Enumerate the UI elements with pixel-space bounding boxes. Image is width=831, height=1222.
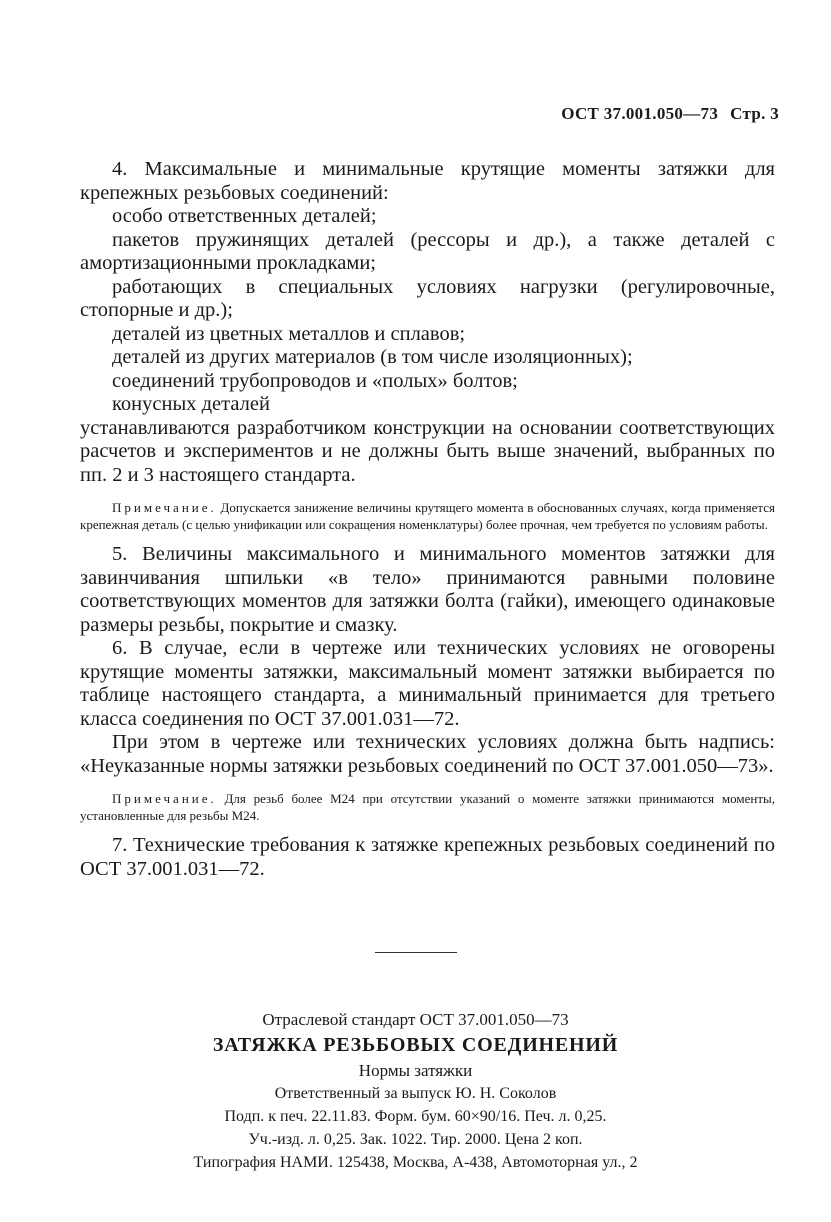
standard-code: ОСТ 37.001.050—73	[561, 104, 719, 123]
imprint-edition-info: Уч.-изд. л. 0,25. Зак. 1022. Тир. 2000. Цена 2 коп.	[248, 1131, 583, 1148]
list-item: особо ответственных деталей;	[112, 205, 377, 227]
list-item: деталей из других материалов (в том числе изоляционных);	[112, 346, 633, 368]
document-body	[80, 158, 775, 881]
list-item: работающих в специальных условиях нагрузки (регулировочные, стопорные и др.);	[80, 275, 775, 321]
imprint-title: ЗАТЯЖКА РЕЗЬБОВЫХ СОЕДИНЕНИЙ	[212, 1034, 619, 1056]
imprint-printer: Типография НАМИ. 125438, Москва, А-438, Автомоторная ул., 2	[193, 1154, 638, 1171]
imprint-subtitle: Нормы затяжки	[358, 1061, 473, 1080]
imprint-standard: Отраслевой стандарт ОСТ 37.001.050—73	[262, 1010, 569, 1029]
note-label: Примечание.	[112, 791, 217, 806]
list-item: соединений трубопроводов и «полых» болтов;	[112, 369, 518, 392]
page-number: Стр. 3	[730, 104, 779, 123]
paragraph-5: 5. Величины максимального и минимального моментов затяжки для завинчивания шпильки «в тело» принимаются равными половине соответствующих моментов для затяжки болта (гайки), имеющего одинаковые размеры резьбы, покрытие и смазку.	[80, 543, 775, 636]
list-item: конусных деталей	[112, 393, 270, 415]
page-header	[561, 104, 779, 124]
note-1	[80, 499, 775, 533]
imprint-responsible: Ответственный за выпуск Ю. Н. Соколов	[274, 1085, 557, 1102]
section-divider	[375, 952, 457, 953]
note-text: Для резьб более М24 при отсутствии указаний о моменте затяжки принимаются моменты, установленные для резьбы М24.	[80, 791, 776, 823]
paragraph-4-intro: 4. Максимальные и минимальные крутящие моменты затяжки для крепежных резьбовых соединений:	[80, 158, 775, 204]
note-2	[80, 790, 775, 824]
imprint-print-info: Подп. к печ. 22.11.83. Форм. бум. 60×90/16. Печ. л. 0,25.	[224, 1108, 607, 1125]
paragraph-6-continued: При этом в чертеже или технических условиях должна быть надпись: «Неуказанные нормы затяжки резьбовых соединений по ОСТ 37.001.050—73».	[80, 731, 775, 777]
list-item: деталей из цветных металлов и сплавов;	[112, 322, 466, 345]
note-text: Допускается занижение величины крутящего момента в обоснованных случаях, когда применяется крепежная деталь (с целью унификации или сокращения номенклатуры) более прочная, чем требуется по условиям работы.	[80, 500, 775, 532]
paragraph-6: 6. В случае, если в чертеже или технических условиях не оговорены крутящие моменты затяжки, максимальный момент затяжки выбирается по таблице настоящего стандарта, а минимальный принимается для третьего класса соединения по ОСТ 37.001.031—72.	[80, 637, 775, 730]
list-item: пакетов пружинящих деталей (рессоры и др.), а также деталей с амортизационными прокладками;	[80, 228, 775, 274]
paragraph-4-tail: устанавливаются разработчиком конструкции на основании соответствующих расчетов и экспериментов и не должны быть выше значений, выбранных по пп. 2 и 3 настоящего стандарта.	[80, 416, 775, 486]
note-label: Примечание.	[112, 500, 217, 515]
paragraph-7: 7. Технические требования к затяжке крепежных резьбовых соединений по ОСТ 37.001.031—72.	[80, 834, 775, 880]
imprint-block	[0, 1008, 831, 1174]
